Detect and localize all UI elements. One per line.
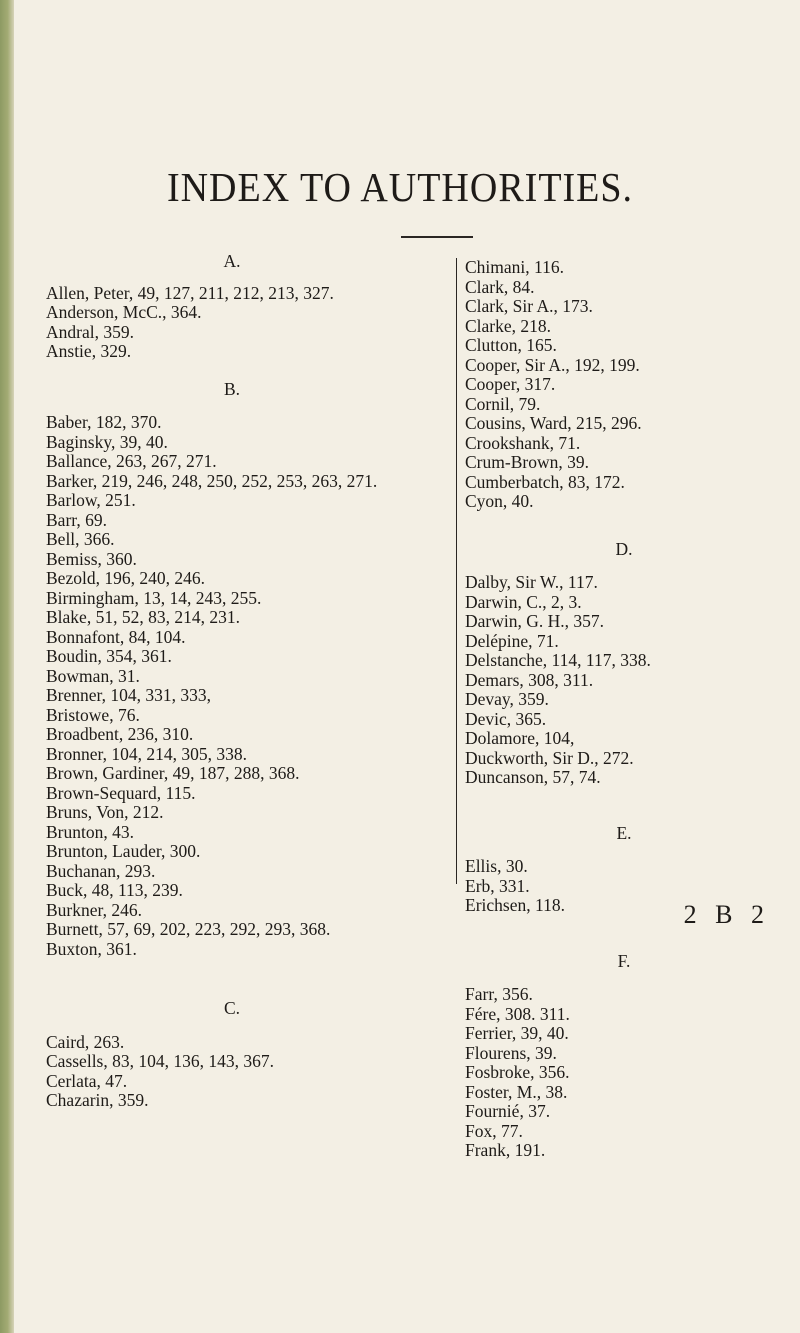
page-title: INDEX TO AUTHORITIES. (166, 165, 634, 211)
section-letter-b: B. (223, 378, 241, 399)
index-entry: Barker, 219, 246, 248, 250, 252, 253, 263, 271. (46, 470, 378, 491)
index-entry: Bezold, 196, 240, 246. (46, 568, 205, 588)
index-entry: Frank, 191. (465, 1140, 546, 1160)
index-entry: Ballance, 263, 267, 271. (46, 451, 217, 471)
index-entry: Brunton, Lauder, 300. (46, 841, 201, 861)
index-entry: Fox, 77. (465, 1120, 523, 1141)
index-entry: Brown-Sequard, 115. (46, 782, 196, 803)
index-entry: Baber, 182, 370. (46, 412, 162, 432)
index-entry: Brenner, 104, 331, 333, (46, 685, 212, 705)
index-entry: Bowman, 31. (46, 665, 140, 686)
index-entry: Buxton, 361. (46, 938, 137, 959)
section-letter-e: E. (616, 822, 632, 843)
index-entry: Cousins, Ward, 215, 296. (465, 413, 642, 433)
index-entry: Anderson, McC., 364. (46, 302, 202, 322)
section-letter-d: D. (615, 538, 633, 559)
index-entry: Burkner, 246. (46, 899, 143, 920)
index-entry: Birmingham, 13, 14, 243, 255. (46, 587, 262, 608)
index-entry: Caird, 263. (46, 1031, 125, 1052)
index-entry: Devic, 365. (465, 708, 547, 729)
index-entry: Dalby, Sir W., 117. (465, 572, 598, 592)
index-entry: Farr, 356. (465, 984, 533, 1004)
index-entry: Cornil, 79. (465, 393, 541, 414)
page-signature: 2 B 2 (683, 900, 770, 929)
index-entry: Bronner, 104, 214, 305, 338. (46, 743, 248, 764)
index-entry: Ellis, 30. (465, 856, 528, 876)
index-entry: Ferrier, 39, 40. (465, 1023, 569, 1043)
index-entry: Andral, 359. (46, 321, 134, 342)
index-entry: Duckworth, Sir D., 272. (465, 747, 634, 768)
index-entry: Fournié, 37. (465, 1101, 551, 1121)
index-entry: Cerlata, 47. (46, 1070, 128, 1091)
index-entry: Clark, 84. (465, 276, 535, 297)
index-entry: Baginsky, 39, 40. (46, 431, 168, 452)
section-letter-a: A. (223, 251, 241, 271)
index-entry: Devay, 359. (465, 689, 549, 709)
index-entry: Erichsen, 118. (465, 895, 565, 915)
index-entry: Buck, 48, 113, 239. (46, 880, 183, 900)
left-column (46, 252, 418, 1111)
index-entry: Bonnafont, 84, 104. (46, 626, 186, 647)
index-entry: Dolamore, 104, (465, 728, 575, 748)
index-entry: Demars, 308, 311. (465, 669, 594, 690)
index-entry: Barr, 69. (46, 509, 108, 530)
index-entry: Crum-Brown, 39. (465, 452, 589, 472)
index-entry: Chazarin, 359. (46, 1090, 149, 1110)
index-entry: Darwin, C., 2, 3. (465, 591, 582, 612)
section-letter-c: C. (223, 998, 241, 1018)
index-entry: Buchanan, 293. (46, 860, 156, 881)
index-entry: Barlow, 251. (46, 490, 136, 510)
index-entry: Erb, 331. (465, 875, 530, 896)
index-entry: Brunton, 43. (46, 821, 134, 842)
index-entry: Burnett, 57, 69, 202, 223, 292, 293, 368. (46, 919, 331, 939)
index-entry: Clutton, 165. (465, 335, 557, 355)
index-entry: Cumberbatch, 83, 172. (465, 471, 625, 492)
index-entry: Delépine, 71. (465, 630, 559, 651)
index-entry: Darwin, G. H., 357. (465, 611, 605, 631)
index-entry: Cooper, Sir A., 192, 199. (465, 354, 640, 375)
index-entry: Allen, Peter, 49, 127, 211, 212, 213, 327. (46, 282, 334, 303)
title-rule (401, 236, 473, 238)
index-entry: Flourens, 39. (465, 1042, 557, 1063)
index-entry: Bruns, Von, 212. (46, 802, 164, 822)
index-entry: Brown, Gardiner, 49, 187, 288, 368. (46, 763, 300, 783)
index-entry: Chimani, 116. (465, 257, 565, 277)
index-entry: Anstie, 329. (46, 341, 132, 361)
section-letter-f: F. (617, 950, 631, 971)
index-entry: Bristowe, 76. (46, 704, 140, 725)
index-entry: Duncanson, 57, 74. (465, 767, 601, 787)
index-entry: Crookshank, 71. (465, 432, 581, 453)
index-entry: Clarke, 218. (465, 315, 552, 336)
index-entry: Cassells, 83, 104, 136, 143, 367. (46, 1051, 274, 1071)
index-entry: Bell, 366. (46, 529, 115, 549)
index-entry: Blake, 51, 52, 83, 214, 231. (46, 607, 240, 627)
index-entry: Fére, 308. 311. (465, 1003, 570, 1024)
index-entry: Cooper, 317. (465, 374, 556, 394)
index-entry: Fosbroke, 356. (465, 1062, 570, 1082)
index-entry: Delstanche, 114, 117, 338. (465, 650, 651, 670)
index-entry: Cyon, 40. (465, 491, 534, 511)
index-entry: Broadbent, 236, 310. (46, 724, 194, 744)
index-entry: Clark, Sir A., 173. (465, 296, 593, 316)
index-entry: Boudin, 354, 361. (46, 646, 172, 666)
index-entry: Foster, M., 38. (465, 1081, 568, 1102)
index-entry: Bemiss, 360. (46, 548, 137, 569)
